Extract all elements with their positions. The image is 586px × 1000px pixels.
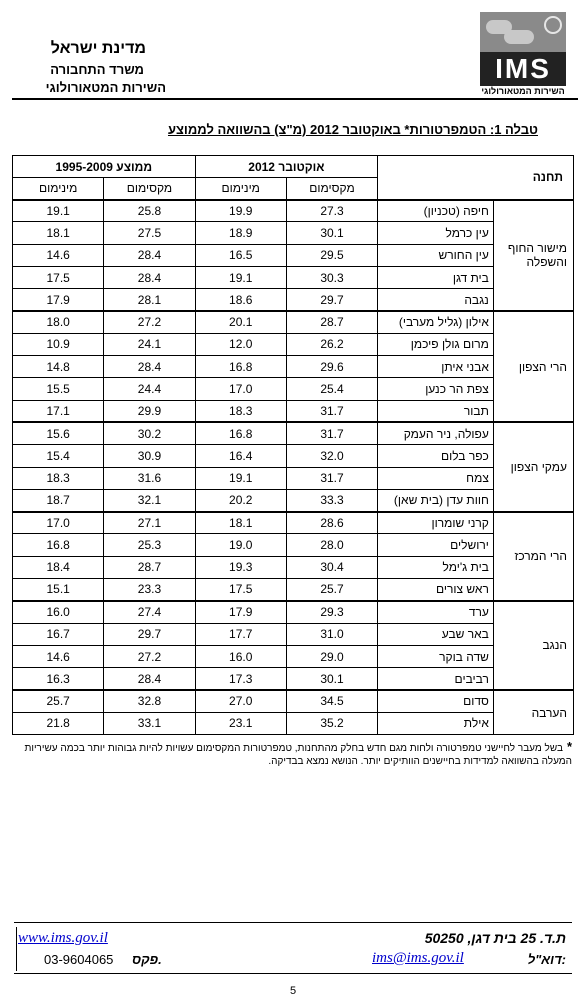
header-max-2012: מקסימום xyxy=(286,178,377,200)
region-cell: עמקי הצפון xyxy=(493,422,573,511)
max-2012-cell: 25.4 xyxy=(286,378,377,400)
station-name-cell: עין כרמל xyxy=(378,222,494,244)
max-average-cell: 33.1 xyxy=(104,712,195,734)
min-2012-cell: 17.5 xyxy=(195,579,286,601)
min-2012-cell: 18.9 xyxy=(195,222,286,244)
max-average-cell: 25.8 xyxy=(104,200,195,222)
region-cell: הרי המרכז xyxy=(493,512,573,601)
max-2012-cell: 31.7 xyxy=(286,467,377,489)
station-name-cell: עפולה, ניר העמק xyxy=(378,422,494,444)
table-row xyxy=(13,623,574,645)
cloud-icon xyxy=(504,30,534,44)
max-2012-cell: 33.3 xyxy=(286,489,377,511)
min-2012-cell: 16.0 xyxy=(195,645,286,667)
min-average-cell: 17.0 xyxy=(13,512,104,534)
max-2012-cell: 34.5 xyxy=(286,690,377,712)
max-2012-cell: 35.2 xyxy=(286,712,377,734)
min-2012-cell: 23.1 xyxy=(195,712,286,734)
max-2012-cell: 31.7 xyxy=(286,422,377,444)
station-name-cell: מרום גולן פיכמן xyxy=(378,333,494,355)
max-2012-cell: 29.3 xyxy=(286,601,377,623)
table-row xyxy=(13,289,574,311)
max-average-cell: 31.6 xyxy=(104,467,195,489)
max-average-cell: 28.4 xyxy=(104,668,195,690)
table-row xyxy=(13,690,574,712)
footnote-text: בשל מעבר לחיישני טמפרטורה ולחות מגם חדש בחלק מהתחנות, טמפרטורות המקסימום עשויות להיות גבוהות יותר בכמה עשיריות המעלה בהשוואה למדידות בחיישנים הוותיקים יותר. הנושא נמצא בבדיקה. xyxy=(24,743,572,767)
temperature-table xyxy=(12,155,574,735)
table-row xyxy=(13,422,574,444)
sun-icon xyxy=(544,16,562,34)
max-average-cell: 23.3 xyxy=(104,579,195,601)
table-row xyxy=(13,356,574,378)
min-average-cell: 17.9 xyxy=(13,289,104,311)
station-name-cell: צפת הר כנען xyxy=(378,378,494,400)
station-name-cell: אילון (גליל מערבי) xyxy=(378,311,494,333)
max-2012-cell: 28.6 xyxy=(286,512,377,534)
max-average-cell: 28.1 xyxy=(104,289,195,311)
station-name-cell: בית ג'ימל xyxy=(378,556,494,578)
min-average-cell: 18.0 xyxy=(13,311,104,333)
header-divider xyxy=(12,98,578,100)
min-average-cell: 15.4 xyxy=(13,445,104,467)
min-average-cell: 18.4 xyxy=(13,556,104,578)
table-row xyxy=(13,266,574,288)
min-average-cell: 17.5 xyxy=(13,266,104,288)
station-name-cell: בית דגן xyxy=(378,266,494,288)
min-average-cell: 18.1 xyxy=(13,222,104,244)
min-2012-cell: 19.0 xyxy=(195,534,286,556)
fax-label: פקס. xyxy=(132,952,162,967)
min-average-cell: 16.8 xyxy=(13,534,104,556)
max-2012-cell: 31.0 xyxy=(286,623,377,645)
min-2012-cell: 18.1 xyxy=(195,512,286,534)
min-2012-cell: 16.4 xyxy=(195,445,286,467)
page-number: 5 xyxy=(289,985,297,997)
table-row xyxy=(13,244,574,266)
min-average-cell: 15.5 xyxy=(13,378,104,400)
ims-logo xyxy=(480,12,566,94)
max-average-cell: 27.5 xyxy=(104,222,195,244)
email-label: דוא"ל: xyxy=(527,952,566,967)
station-name-cell: עין החורש xyxy=(378,244,494,266)
max-2012-cell: 30.3 xyxy=(286,266,377,288)
table-row xyxy=(13,400,574,422)
min-average-cell: 16.7 xyxy=(13,623,104,645)
min-2012-cell: 16.8 xyxy=(195,422,286,444)
max-2012-cell: 31.7 xyxy=(286,400,377,422)
footnote xyxy=(14,740,572,768)
org-name: מדינת ישראל xyxy=(50,40,146,57)
min-average-cell: 14.6 xyxy=(13,645,104,667)
table-row xyxy=(13,467,574,489)
max-average-cell: 29.9 xyxy=(104,400,195,422)
service-name: השירות המטאורולוגי xyxy=(45,80,166,95)
max-2012-cell: 27.3 xyxy=(286,200,377,222)
min-average-cell: 16.3 xyxy=(13,668,104,690)
station-name-cell: אילת xyxy=(378,712,494,734)
max-average-cell: 28.4 xyxy=(104,266,195,288)
max-average-cell: 25.3 xyxy=(104,534,195,556)
table-row xyxy=(13,579,574,601)
max-2012-cell: 29.7 xyxy=(286,289,377,311)
max-average-cell: 27.2 xyxy=(104,311,195,333)
min-average-cell: 16.0 xyxy=(13,601,104,623)
max-2012-cell: 32.0 xyxy=(286,445,377,467)
station-name-cell: שדה בוקר xyxy=(378,645,494,667)
region-cell: הנגב xyxy=(493,601,573,690)
max-average-cell: 24.1 xyxy=(104,333,195,355)
station-name-cell: אבני איתן xyxy=(378,356,494,378)
min-2012-cell: 19.1 xyxy=(195,266,286,288)
header-max-average: מקסימום xyxy=(104,178,195,200)
max-average-cell: 30.9 xyxy=(104,445,195,467)
min-average-cell: 14.6 xyxy=(13,244,104,266)
max-2012-cell: 29.0 xyxy=(286,645,377,667)
region-cell: הערבה xyxy=(493,690,573,735)
max-average-cell: 27.4 xyxy=(104,601,195,623)
region-cell: הרי הצפון xyxy=(493,311,573,422)
logo-text: IMS xyxy=(480,52,566,86)
min-average-cell: 15.1 xyxy=(13,579,104,601)
min-average-cell: 18.3 xyxy=(13,467,104,489)
table-row xyxy=(13,534,574,556)
station-name-cell: תבור xyxy=(378,400,494,422)
min-average-cell: 18.7 xyxy=(13,489,104,511)
table-row xyxy=(13,311,574,333)
header-min-average: מינימום xyxy=(13,178,104,200)
table-row xyxy=(13,645,574,667)
ministry-name: משרד התחבורה xyxy=(50,62,144,77)
min-2012-cell: 17.7 xyxy=(195,623,286,645)
max-2012-cell: 29.5 xyxy=(286,244,377,266)
table-row xyxy=(13,445,574,467)
min-2012-cell: 27.0 xyxy=(195,690,286,712)
table-row xyxy=(13,200,574,222)
header-group-2012: אוקטובר 2012 xyxy=(195,156,378,178)
max-2012-cell: 25.7 xyxy=(286,579,377,601)
max-average-cell: 24.4 xyxy=(104,378,195,400)
min-2012-cell: 18.3 xyxy=(195,400,286,422)
max-average-cell: 29.7 xyxy=(104,623,195,645)
station-name-cell: רביבים xyxy=(378,668,494,690)
table-row xyxy=(13,601,574,623)
station-name-cell: צמח xyxy=(378,467,494,489)
max-average-cell: 32.1 xyxy=(104,489,195,511)
postal-address: ת.ד. 25 בית דגן, 50250 xyxy=(424,930,566,946)
footnote-star: * xyxy=(566,739,572,754)
logo-subtitle: השירות המטאורולוגי xyxy=(481,86,565,96)
max-average-cell: 32.8 xyxy=(104,690,195,712)
station-name-cell: ערד xyxy=(378,601,494,623)
header-station: תחנה xyxy=(378,156,574,200)
station-name-cell: ירושלים xyxy=(378,534,494,556)
station-name-cell: סדום xyxy=(378,690,494,712)
max-average-cell: 28.7 xyxy=(104,556,195,578)
min-average-cell: 15.6 xyxy=(13,422,104,444)
max-average-cell: 30.2 xyxy=(104,422,195,444)
region-cell: מישור החוף והשפלה xyxy=(493,200,573,311)
station-name-cell: כפר בלום xyxy=(378,445,494,467)
min-2012-cell: 17.0 xyxy=(195,378,286,400)
min-average-cell: 25.7 xyxy=(13,690,104,712)
station-name-cell: באר שבע xyxy=(378,623,494,645)
min-2012-cell: 17.3 xyxy=(195,668,286,690)
min-average-cell: 17.1 xyxy=(13,400,104,422)
table-row xyxy=(13,712,574,734)
footer-left-rule xyxy=(16,927,17,971)
min-average-cell: 21.8 xyxy=(13,712,104,734)
table-row xyxy=(13,512,574,534)
station-name-cell: חוות עדן (בית שאן) xyxy=(378,489,494,511)
table-title: טבלה 1: הטמפרטורות* באוקטובר 2012 (מ"צ) בהשוואה לממוצע xyxy=(167,122,538,137)
min-2012-cell: 19.1 xyxy=(195,467,286,489)
min-2012-cell: 16.8 xyxy=(195,356,286,378)
min-2012-cell: 16.5 xyxy=(195,244,286,266)
header-min-2012: מינימום xyxy=(195,178,286,200)
min-2012-cell: 19.9 xyxy=(195,200,286,222)
min-average-cell: 10.9 xyxy=(13,333,104,355)
min-2012-cell: 19.3 xyxy=(195,556,286,578)
table-row xyxy=(13,556,574,578)
min-average-cell: 19.1 xyxy=(13,200,104,222)
fax-number: 03-9604065 xyxy=(44,952,114,967)
max-2012-cell: 30.1 xyxy=(286,222,377,244)
station-name-cell: קרני שומרון xyxy=(378,512,494,534)
min-2012-cell: 12.0 xyxy=(195,333,286,355)
station-name-cell: חיפה (טכניון) xyxy=(378,200,494,222)
max-average-cell: 28.4 xyxy=(104,244,195,266)
min-2012-cell: 18.6 xyxy=(195,289,286,311)
table-row xyxy=(13,222,574,244)
table-row xyxy=(13,333,574,355)
table-row xyxy=(13,668,574,690)
max-2012-cell: 30.4 xyxy=(286,556,377,578)
min-2012-cell: 17.9 xyxy=(195,601,286,623)
station-name-cell: ראש צורים xyxy=(378,579,494,601)
table-body xyxy=(13,200,574,735)
min-2012-cell: 20.2 xyxy=(195,489,286,511)
website-link[interactable]: www.ims.gov.il xyxy=(18,930,108,946)
min-average-cell: 14.8 xyxy=(13,356,104,378)
table-row xyxy=(13,489,574,511)
table-row xyxy=(13,378,574,400)
max-average-cell: 27.1 xyxy=(104,512,195,534)
min-2012-cell: 20.1 xyxy=(195,311,286,333)
max-2012-cell: 28.7 xyxy=(286,311,377,333)
email-link[interactable]: ims@ims.gov.il xyxy=(372,950,464,966)
max-2012-cell: 28.0 xyxy=(286,534,377,556)
max-2012-cell: 30.1 xyxy=(286,668,377,690)
station-name-cell: נגבה xyxy=(378,289,494,311)
max-average-cell: 27.2 xyxy=(104,645,195,667)
max-average-cell: 28.4 xyxy=(104,356,195,378)
max-2012-cell: 29.6 xyxy=(286,356,377,378)
max-2012-cell: 26.2 xyxy=(286,333,377,355)
header-group-average: ממוצע 1995-2009 xyxy=(13,156,196,178)
